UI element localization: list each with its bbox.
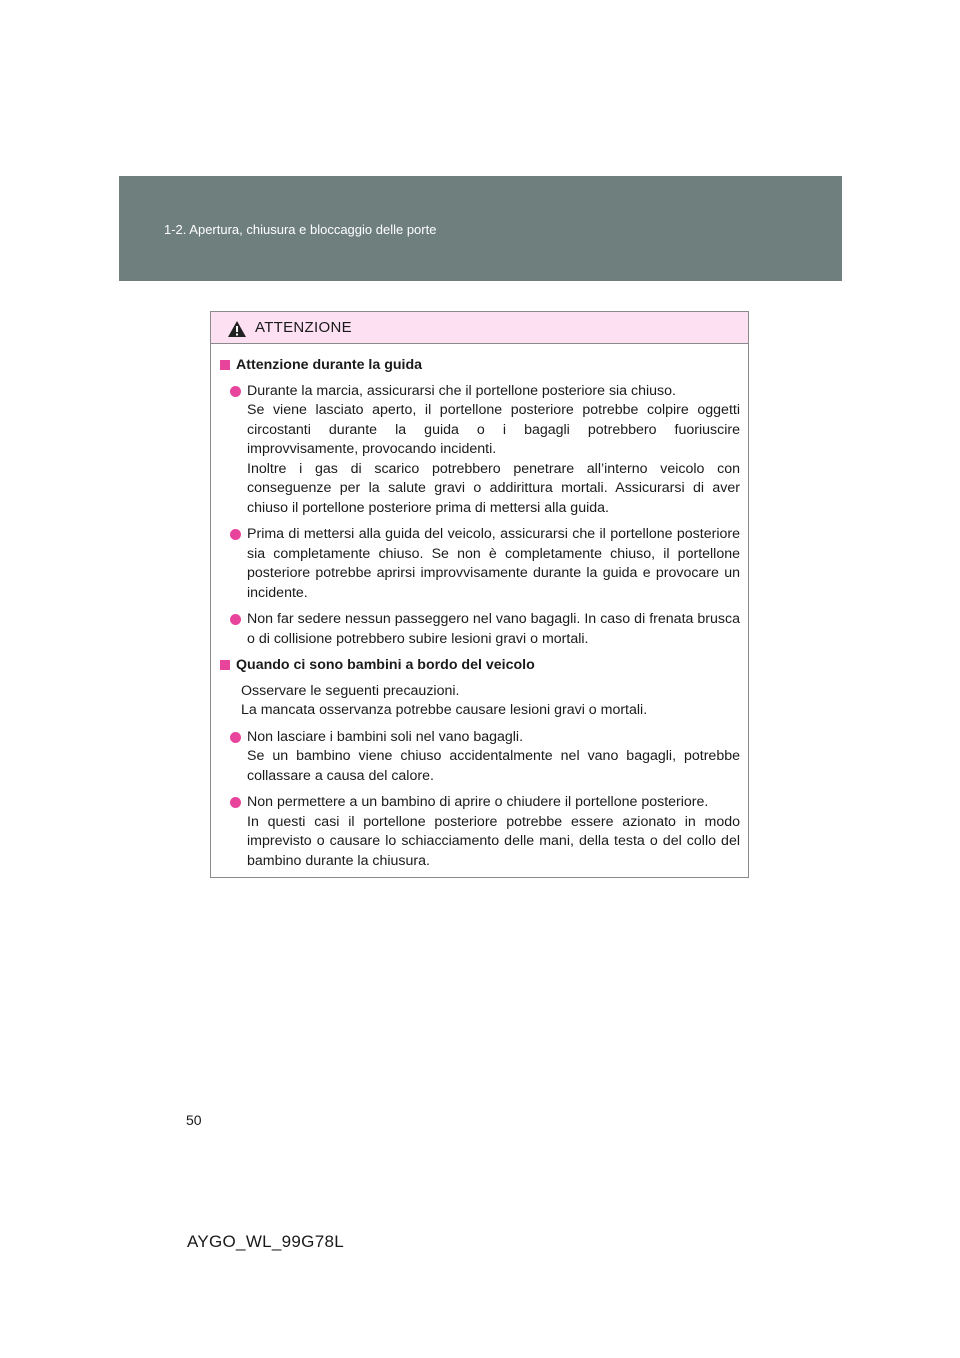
round-bullet-icon xyxy=(230,529,241,540)
round-bullet-icon xyxy=(230,386,241,397)
section-intro: Osservare le seguenti precauzioni. La mancata osservanza potrebbe causare lesioni gravi o mortali. xyxy=(241,682,648,718)
list-item xyxy=(230,382,740,519)
item-paragraph: Non far sedere nessun passeggero nel vano bagagli. In caso di frenata brusca o di collisione potrebbero subire lesioni gravi o mortali. xyxy=(247,611,740,647)
warning-header xyxy=(211,312,748,344)
item-paragraph: Durante la marcia, assicurarsi che il portellone posteriore sia chiuso. xyxy=(247,382,676,399)
document-code: AYGO_WL_99G78L xyxy=(187,1232,344,1251)
header-band xyxy=(119,176,842,281)
warning-label: ATTENZIONE xyxy=(255,319,352,336)
list-item xyxy=(230,525,740,603)
item-paragraph: Non permettere a un bambino di aprire o chiudere il portellone posteriore. xyxy=(247,794,709,810)
square-bullet-icon xyxy=(220,360,230,370)
list-item xyxy=(230,793,740,871)
round-bullet-icon xyxy=(230,732,241,743)
section-heading: Attenzione durante la guida xyxy=(219,356,740,376)
round-bullet-icon xyxy=(230,797,241,808)
item-paragraph: Se viene lasciato aperto, il portellone posteriore potrebbe colpire oggetti circostanti durante la guida o i bagagli potrebbero fuoriuscire improvvisamente, provocando incidenti. xyxy=(247,402,740,457)
list-item xyxy=(230,610,740,649)
round-bullet-icon xyxy=(230,614,241,625)
item-paragraph: Se un bambino viene chiuso accidentalmente nel vano bagagli, potrebbe collassare a causa del calore. xyxy=(247,748,740,784)
item-paragraph: Inoltre i gas di scarico potrebbero penetrare all’interno veicolo con conseguenze per la salute gravi o addirittura mortali. Assicurarsi di aver chiuso il portellone posteriore prima di mettersi alla guida. xyxy=(247,460,740,516)
warning-body xyxy=(211,344,748,871)
list-item xyxy=(230,728,740,787)
page-number: 50 xyxy=(186,1112,202,1128)
section-heading: Quando ci sono bambini a bordo del veicolo xyxy=(219,656,740,676)
section-title: 1-2. Apertura, chiusura e bloccaggio delle porte xyxy=(164,222,437,237)
item-paragraph: Non lasciare i bambini soli nel vano bagagli. xyxy=(247,728,524,745)
item-paragraph: Prima di mettersi alla guida del veicolo, assicurarsi che il portellone posteriore sia completamente chiuso. Se non è completamente chiuso, il portellone posteriore potrebbe aprirsi improvvisamente durante la guida e provocare un incidente. xyxy=(247,526,740,601)
warning-triangle-icon xyxy=(227,320,247,338)
item-paragraph: In questi casi il portellone posteriore potrebbe essere azionato in modo imprevisto o causare lo schiacciamento delle mani, della testa o del collo del bambino durante la chiusura. xyxy=(247,813,740,869)
warning-box xyxy=(210,311,749,878)
square-bullet-icon xyxy=(220,660,230,670)
